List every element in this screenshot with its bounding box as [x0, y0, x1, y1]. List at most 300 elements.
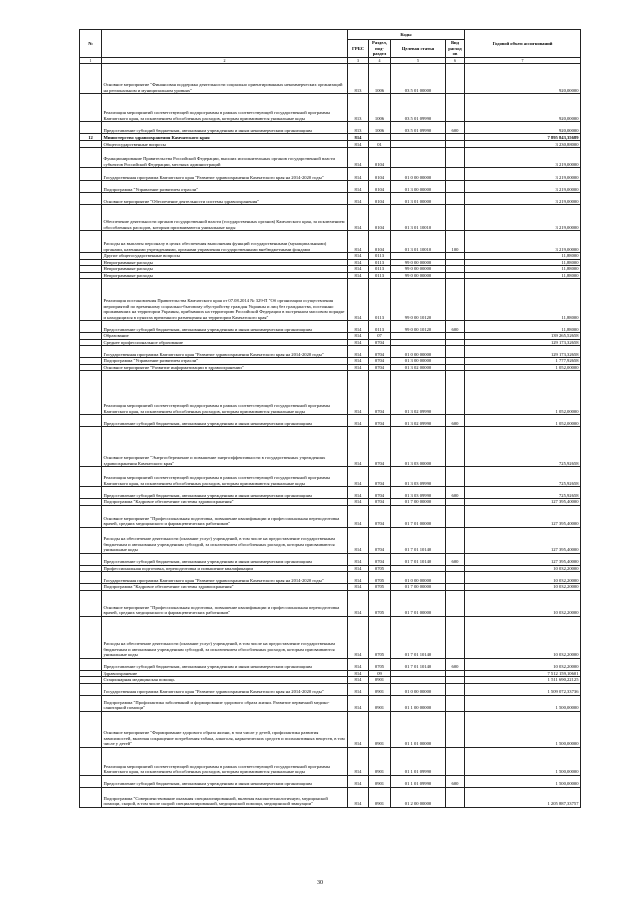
cell-grbs: 814	[348, 168, 369, 181]
cell-razdel: 0705	[369, 590, 391, 616]
cell-amount: 3 230,88000	[465, 141, 581, 148]
cell-vid	[446, 467, 465, 487]
cell-amount: 1 500,00000	[465, 747, 581, 775]
cell-target: 01 0 00 00000	[391, 168, 446, 181]
cell-name: Реализация постановления Правительства Камчатского края от 07.08.2014 № 329-П "Об организации осуществления мероприятий по временному социально-бытовому обустройству граждан Украины и лиц без гражданства, постоянно проживавших на территории Украины, прибывших на территорию Российской Федерации в экстренном массовом порядке и находящихся в пунктах временного размещения на территории Камчатского края"	[102, 279, 348, 321]
cell-amount: 920,00000	[465, 64, 581, 94]
cell-target: 01 0 00 00000	[391, 572, 446, 584]
cell-number	[80, 346, 102, 358]
cell-amount: 725,92658	[465, 427, 581, 467]
cell-razdel: 1006	[369, 64, 391, 94]
cell-name: Основное мероприятие "Профессиональная подготовка, повышение квалификации и профессиональная переподготовка врачей, средних медицинского и фармацевтических работников"	[102, 590, 348, 616]
cell-amount: 920,00000	[465, 122, 581, 134]
cell-target: 01 7 01 10140	[391, 658, 446, 670]
table-row	[80, 371, 581, 415]
table-row	[80, 64, 581, 94]
cell-name: Подпрограмма "Кадровое обеспечение системы здравоохранения"	[102, 499, 348, 506]
cell-razdel: 0704	[369, 427, 391, 467]
cell-target: 01 7 01 00000	[391, 590, 446, 616]
cell-vid	[446, 527, 465, 553]
col-index: 7	[465, 57, 581, 64]
cell-vid	[446, 683, 465, 695]
cell-grbs: 814	[348, 193, 369, 205]
cell-name: Предоставление субсидий бюджетным, автономным учреждениям и иным некоммерческим организациям	[102, 553, 348, 565]
cell-name: Государственная программа Камчатского края "Развитие здравоохранения Камчатского края на 2014-2020 годы"	[102, 683, 348, 695]
cell-grbs: 814	[348, 181, 369, 193]
table-body	[80, 64, 581, 808]
cell-name: Непрограммные расходы	[102, 266, 348, 273]
cell-amount: 127 395,40000	[465, 499, 581, 506]
cell-razdel: 0113	[369, 321, 391, 333]
cell-vid	[446, 371, 465, 415]
cell-number	[80, 94, 102, 122]
cell-name: Предоставление субсидий бюджетным, автономным учреждениям и иным некоммерческим организациям	[102, 658, 348, 670]
cell-razdel: 0705	[369, 616, 391, 658]
cell-amount: 1 052,00000	[465, 364, 581, 371]
cell-razdel: 0113	[369, 266, 391, 273]
cell-razdel: 0901	[369, 683, 391, 695]
cell-razdel: 0104	[369, 231, 391, 253]
table-row	[80, 658, 581, 670]
cell-amount: 1 205 887,33757	[465, 787, 581, 807]
cell-grbs: 814	[348, 272, 369, 279]
cell-target: 01 7 01 10140	[391, 616, 446, 658]
cell-grbs: 814	[348, 683, 369, 695]
cell-vid	[446, 616, 465, 658]
cell-amount: 3 219,00000	[465, 205, 581, 231]
cell-amount: 11,88000	[465, 253, 581, 260]
cell-number	[80, 371, 102, 415]
cell-name: Министерство здравоохранения Камчатского края	[102, 134, 348, 141]
cell-target: 01 3 01 10010	[391, 231, 446, 253]
table-row	[80, 193, 581, 205]
cell-vid	[446, 168, 465, 181]
cell-amount: 11,88000	[465, 259, 581, 266]
cell-razdel: 0104	[369, 205, 391, 231]
cell-amount: 10 032,20000	[465, 565, 581, 572]
cell-razdel: 01	[369, 141, 391, 148]
cell-grbs: 814	[348, 415, 369, 427]
cell-target: 01 3 03 00000	[391, 427, 446, 467]
cell-grbs: 814	[348, 527, 369, 553]
cell-number	[80, 168, 102, 181]
cell-target: 99 0 00 00000	[391, 266, 446, 273]
cell-razdel: 0704	[369, 346, 391, 358]
cell-amount: 3 219,00000	[465, 148, 581, 168]
cell-grbs: 814	[348, 259, 369, 266]
col-header-vid: Вид расходов	[446, 40, 465, 58]
cell-grbs: 814	[348, 364, 369, 371]
col-header-volume: Годовой объем ассигнований	[465, 30, 581, 58]
cell-name: Реализация мероприятий соответствующей подпрограммы в рамках соответствующей государственной программы Камчатского края, за исключением обособленных расходов, которым присваиваются уникальные коды	[102, 467, 348, 487]
cell-grbs: 814	[348, 584, 369, 591]
col-header-name	[102, 30, 348, 58]
cell-name: Реализация мероприятий соответствующей подпрограммы в рамках соответствующей государственной программы Камчатского края, за исключением обособленных расходов, которым присваиваются уникальные коды	[102, 747, 348, 775]
cell-amount: 3 219,00000	[465, 168, 581, 181]
cell-grbs: 814	[348, 148, 369, 168]
table-row	[80, 553, 581, 565]
cell-razdel: 0113	[369, 253, 391, 260]
cell-grbs: 814	[348, 427, 369, 467]
cell-vid: 600	[446, 415, 465, 427]
col-index: 1	[80, 57, 102, 64]
cell-razdel: 0901	[369, 711, 391, 747]
cell-razdel: 0704	[369, 364, 391, 371]
cell-razdel: 0104	[369, 193, 391, 205]
cell-name: Предоставление субсидий бюджетным, автономным учреждениям и иным некоммерческим организациям	[102, 321, 348, 333]
cell-target	[391, 134, 446, 141]
cell-target: 01 3 03 09990	[391, 487, 446, 499]
cell-number	[80, 775, 102, 787]
cell-razdel: 0704	[369, 553, 391, 565]
cell-vid	[446, 747, 465, 775]
cell-number	[80, 616, 102, 658]
cell-name: Предоставление субсидий бюджетным, автономным учреждениям и иным некоммерческим организациям	[102, 415, 348, 427]
cell-number	[80, 122, 102, 134]
cell-name: Подпрограмма "Управление развитием отрасли"	[102, 358, 348, 365]
cell-amount: 10 032,20000	[465, 616, 581, 658]
cell-razdel: 0104	[369, 181, 391, 193]
cell-target: 01 7 01 00000	[391, 505, 446, 527]
cell-amount: 3 219,00000	[465, 231, 581, 253]
cell-number	[80, 747, 102, 775]
col-header-grbs: ГРБС	[348, 40, 369, 58]
cell-name: Подпрограмма "Кадровое обеспечение системы здравоохранения"	[102, 584, 348, 591]
cell-grbs: 814	[348, 658, 369, 670]
cell-target: 01 1 01 09990	[391, 775, 446, 787]
cell-name: Государственная программа Камчатского края "Развитие здравоохранения Камчатского края на 2014-2020 годы"	[102, 168, 348, 181]
cell-grbs: 814	[348, 787, 369, 807]
table-row	[80, 572, 581, 584]
cell-razdel: 0705	[369, 658, 391, 670]
cell-razdel: 1006	[369, 122, 391, 134]
cell-number	[80, 787, 102, 807]
table-row	[80, 141, 581, 148]
cell-grbs: 813	[348, 94, 369, 122]
cell-grbs: 814	[348, 371, 369, 415]
cell-amount: 1 052,00000	[465, 371, 581, 415]
cell-target: 03 5 01 09990	[391, 94, 446, 122]
cell-name: Среднее профессиональное образование	[102, 339, 348, 346]
cell-grbs: 814	[348, 205, 369, 231]
cell-vid	[446, 590, 465, 616]
cell-name: Государственная программа Камчатского края "Развитие здравоохранения Камчатского края на 2014-2020 годы"	[102, 346, 348, 358]
cell-razdel: 0704	[369, 527, 391, 553]
cell-grbs: 814	[348, 467, 369, 487]
cell-razdel: 0705	[369, 565, 391, 572]
cell-name: Основное мероприятие "Формирование здорового образа жизни, в том числе у детей, профилактика развития зависимостей, включая сокращение потребления табака, алкоголя, наркотических средств и психоактивных веществ, в том числе у детей"	[102, 711, 348, 747]
cell-target: 01 3 01 10010	[391, 205, 446, 231]
cell-name: Реализация мероприятий соответствующей подпрограммы в рамках соответствующей государственной программы Камчатского края, за исключением обособленных расходов, которым присваиваются уникальные коды	[102, 371, 348, 415]
cell-vid	[446, 193, 465, 205]
cell-razdel: 0704	[369, 499, 391, 506]
cell-target: 01 3 02 09990	[391, 371, 446, 415]
cell-vid	[446, 695, 465, 711]
cell-razdel: 09	[369, 670, 391, 677]
cell-name: Основное мероприятие "Финансовая поддержка деятельности социально ориентированных некоммерческих организаций на региональном и муниципальном уровнях"	[102, 64, 348, 94]
cell-name: Основное мероприятие "Развитие информатизации в здравоохранении"	[102, 364, 348, 371]
table-row	[80, 181, 581, 193]
table-row	[80, 711, 581, 747]
cell-target: 01 1 00 00000	[391, 695, 446, 711]
cell-name: Функционирование Правительства Российской Федерации, высших исполнительных органов государственной власти субъектов Российской Федерации, местных администраций	[102, 148, 348, 168]
cell-target: 01 3 02 00000	[391, 364, 446, 371]
cell-grbs: 814	[348, 670, 369, 677]
cell-amount: 3 219,00000	[465, 193, 581, 205]
cell-grbs: 814	[348, 279, 369, 321]
cell-grbs: 814	[348, 711, 369, 747]
table-row	[80, 205, 581, 231]
cell-name: Обеспечение деятельности органов государственной власти (государственных органов) Камчатского края, за исключением обособленных расходов, которым присваиваются уникальные коды	[102, 205, 348, 231]
cell-number	[80, 527, 102, 553]
cell-vid	[446, 572, 465, 584]
col-header-target: Целевая статья	[391, 40, 446, 58]
cell-grbs: 814	[348, 499, 369, 506]
table-row	[80, 747, 581, 775]
cell-number	[80, 658, 102, 670]
cell-target: 01 7 01 10140	[391, 527, 446, 553]
cell-target: 01 0 00 00000	[391, 683, 446, 695]
cell-amount: 920,00000	[465, 94, 581, 122]
cell-name: Подпрограмма "Профилактика заболеваний и формирование здорового образа жизни. Развитие первичной медико-санитарной помощи"	[102, 695, 348, 711]
cell-target: 01 3 00 00000	[391, 181, 446, 193]
cell-amount: 725,92658	[465, 487, 581, 499]
cell-name: Другие общегосударственные вопросы	[102, 253, 348, 260]
cell-vid: 600	[446, 658, 465, 670]
cell-target: 99 0 00 00000	[391, 259, 446, 266]
col-index: 2	[102, 57, 348, 64]
cell-name: Расходы на обеспечение деятельности (оказание услуг) учреждений, в том числе на предоставление государственным бюджетным и автономным учреждениям субсидий, за исключением обособленных расходов, которым присваиваются уникальные коды	[102, 527, 348, 553]
cell-vid	[446, 141, 465, 148]
cell-grbs: 814	[348, 487, 369, 499]
cell-name: Образование	[102, 333, 348, 340]
cell-grbs: 814	[348, 231, 369, 253]
cell-number	[80, 205, 102, 231]
cell-number	[80, 141, 102, 148]
cell-grbs: 814	[348, 747, 369, 775]
cell-grbs: 814	[348, 141, 369, 148]
cell-target: 99 0 00 00000	[391, 272, 446, 279]
cell-vid: 600	[446, 487, 465, 499]
cell-grbs: 814	[348, 333, 369, 340]
cell-amount: 11,88000	[465, 279, 581, 321]
cell-target	[391, 148, 446, 168]
cell-grbs: 813	[348, 122, 369, 134]
table-row	[80, 94, 581, 122]
cell-number	[80, 321, 102, 333]
page-number: 30	[317, 880, 323, 886]
table-row	[80, 134, 581, 141]
cell-number	[80, 181, 102, 193]
cell-name: Предоставление субсидий бюджетным, автономным учреждениям и иным некоммерческим организациям	[102, 122, 348, 134]
cell-number	[80, 572, 102, 584]
cell-target: 01 7 00 00000	[391, 584, 446, 591]
table-row	[80, 415, 581, 427]
cell-target: 01 0 00 00000	[391, 346, 446, 358]
cell-grbs: 814	[348, 565, 369, 572]
cell-amount: 11,88000	[465, 272, 581, 279]
col-index: 3	[348, 57, 369, 64]
cell-target: 01 3 01 00000	[391, 193, 446, 205]
cell-razdel: 0901	[369, 695, 391, 711]
cell-number	[80, 231, 102, 253]
cell-number	[80, 505, 102, 527]
cell-number	[80, 467, 102, 487]
cell-razdel: 0704	[369, 358, 391, 365]
cell-grbs: 814	[348, 572, 369, 584]
cell-number	[80, 415, 102, 427]
cell-razdel: 0901	[369, 775, 391, 787]
cell-number	[80, 695, 102, 711]
table-row	[80, 346, 581, 358]
cell-number	[80, 148, 102, 168]
cell-number	[80, 279, 102, 321]
cell-target: 01 3 00 00000	[391, 358, 446, 365]
cell-razdel: 0704	[369, 467, 391, 487]
cell-name: Общегосударственные вопросы	[102, 141, 348, 148]
col-header-no: №	[80, 30, 102, 58]
cell-amount: 10 032,20000	[465, 590, 581, 616]
budget-document	[79, 29, 580, 808]
cell-amount: 11,88000	[465, 321, 581, 333]
cell-grbs: 814	[348, 677, 369, 684]
cell-amount: 1 500,00000	[465, 711, 581, 747]
cell-amount: 7 512 159,10601	[465, 670, 581, 677]
cell-target: 03 5 01 09990	[391, 122, 446, 134]
cell-grbs: 813	[348, 64, 369, 94]
cell-vid	[446, 711, 465, 747]
cell-name: Государственная программа Камчатского края "Развитие здравоохранения Камчатского края на 2014-2020 годы"	[102, 572, 348, 584]
cell-number: 12	[80, 134, 102, 141]
table-row	[80, 122, 581, 134]
cell-razdel: 0704	[369, 371, 391, 415]
cell-grbs: 814	[348, 358, 369, 365]
cell-name: Предоставление субсидий бюджетным, автономным учреждениям и иным некоммерческим организациям	[102, 487, 348, 499]
cell-amount: 10 032,20000	[465, 584, 581, 591]
cell-name: Подпрограмма "Совершенствование оказания специализированной, включая высокотехнологичную, медицинской помощи, скорой, в том числе скорой специализированной, медицинской помощи, медицинской эвакуации"	[102, 787, 348, 807]
cell-number	[80, 427, 102, 467]
table-row	[80, 616, 581, 658]
cell-vid: 600	[446, 122, 465, 134]
cell-grbs: 814	[348, 590, 369, 616]
cell-grbs: 814	[348, 775, 369, 787]
col-header-codes: Коды	[348, 30, 465, 40]
cell-vid: 100	[446, 231, 465, 253]
cell-name: Подпрограмма "Управление развитием отрасли"	[102, 181, 348, 193]
cell-number	[80, 590, 102, 616]
cell-razdel: 0113	[369, 279, 391, 321]
table-row	[80, 695, 581, 711]
cell-target: 01 1 01 09990	[391, 747, 446, 775]
table-row	[80, 427, 581, 467]
table-row	[80, 590, 581, 616]
cell-amount: 127 395,40000	[465, 527, 581, 553]
cell-grbs: 814	[348, 339, 369, 346]
cell-razdel: 0704	[369, 339, 391, 346]
cell-grbs: 814	[348, 505, 369, 527]
cell-amount: 725,92658	[465, 467, 581, 487]
cell-target: 01 3 03 09990	[391, 467, 446, 487]
cell-amount: 1 500,00000	[465, 775, 581, 787]
cell-target: 99 0 00 10120	[391, 279, 446, 321]
col-header-razdel: Раздел, под-раздел	[369, 40, 391, 58]
cell-amount: 139 265,52658	[465, 333, 581, 340]
cell-razdel: 0705	[369, 584, 391, 591]
col-index: 6	[446, 57, 465, 64]
cell-razdel: 07	[369, 333, 391, 340]
cell-vid	[446, 94, 465, 122]
table-row	[80, 467, 581, 487]
cell-amount: 1 509 072,33736	[465, 683, 581, 695]
cell-grbs: 814	[348, 346, 369, 358]
cell-amount: 3 219,00000	[465, 181, 581, 193]
cell-name: Расходы на обеспечение деятельности (оказание услуг) учреждений, в том числе на предоставление государственным бюджетным и автономным учреждениям субсидий, за исключением обособленных расходов, которым присваиваются уникальные коды	[102, 616, 348, 658]
cell-razdel: 0704	[369, 415, 391, 427]
cell-target: 01 1 01 00000	[391, 711, 446, 747]
cell-amount: 1 511 690,22125	[465, 677, 581, 684]
cell-number	[80, 487, 102, 499]
cell-vid: 600	[446, 553, 465, 565]
cell-razdel	[369, 134, 391, 141]
cell-amount: 11,88000	[465, 266, 581, 273]
budget-table	[79, 29, 581, 808]
cell-amount: 129 173,32658	[465, 339, 581, 346]
cell-target: 01 7 01 10140	[391, 553, 446, 565]
cell-razdel: 1006	[369, 94, 391, 122]
cell-vid: 600	[446, 321, 465, 333]
table-row	[80, 787, 581, 807]
table-row	[80, 231, 581, 253]
cell-number	[80, 683, 102, 695]
cell-vid	[446, 134, 465, 141]
cell-razdel: 0705	[369, 572, 391, 584]
col-index: 5	[391, 57, 446, 64]
cell-vid	[446, 181, 465, 193]
cell-number	[80, 64, 102, 94]
cell-razdel: 0113	[369, 272, 391, 279]
cell-vid	[446, 346, 465, 358]
cell-amount: 129 173,32658	[465, 346, 581, 358]
cell-vid	[446, 427, 465, 467]
cell-name: Предоставление субсидий бюджетным, автономным учреждениям и иным некоммерческим организациям	[102, 775, 348, 787]
cell-grbs: 814	[348, 616, 369, 658]
cell-name: Расходы на выплаты персоналу в целях обеспечения выполнения функций государственными (муниципальными) органами, казенными учреждениями, органами управления государственными внебюджетными фондами	[102, 231, 348, 253]
cell-razdel: 0104	[369, 168, 391, 181]
cell-target: 01 2 00 00000	[391, 787, 446, 807]
cell-amount: 127 395,40000	[465, 553, 581, 565]
table-row	[80, 505, 581, 527]
cell-amount: 7 895 843,35689	[465, 134, 581, 141]
table-row	[80, 279, 581, 321]
cell-name: Основное мероприятие "Обеспечение деятельности системы здравоохранения"	[102, 193, 348, 205]
cell-grbs: 814	[348, 695, 369, 711]
cell-amount: 127 395,40000	[465, 505, 581, 527]
cell-grbs: 814	[348, 253, 369, 260]
table-row	[80, 168, 581, 181]
cell-number	[80, 553, 102, 565]
table-row	[80, 527, 581, 553]
cell-target: 99 0 00 10120	[391, 321, 446, 333]
cell-grbs: 814	[348, 553, 369, 565]
cell-vid	[446, 787, 465, 807]
cell-amount: 1 500,00000	[465, 695, 581, 711]
cell-target	[391, 141, 446, 148]
cell-razdel: 0901	[369, 787, 391, 807]
cell-razdel: 0901	[369, 747, 391, 775]
cell-vid	[446, 148, 465, 168]
cell-amount: 10 032,20000	[465, 572, 581, 584]
cell-grbs: 814	[348, 266, 369, 273]
